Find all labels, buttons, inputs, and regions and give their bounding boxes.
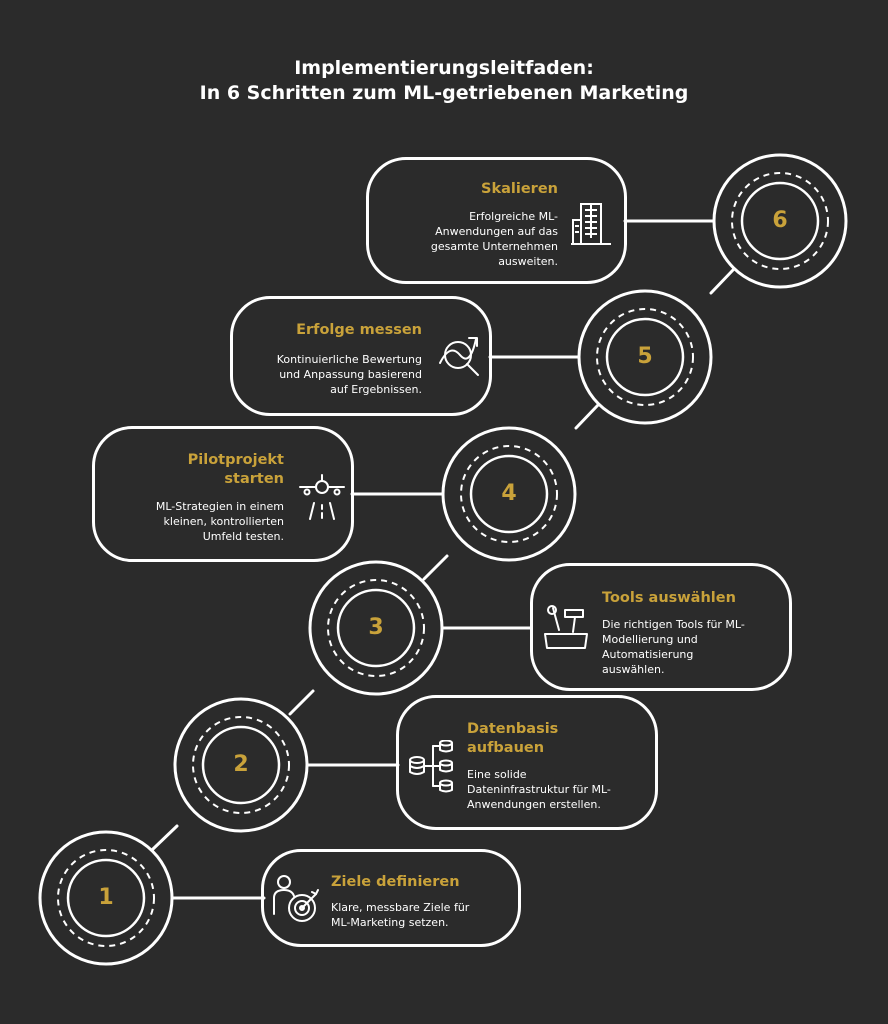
connector-3-4 bbox=[424, 556, 447, 579]
step-6-desc-line: ausweiten. bbox=[498, 255, 558, 268]
building-icon bbox=[571, 198, 611, 248]
step-title-5: Erfolge messen bbox=[296, 322, 422, 338]
step-5-desc-line: auf Ergebnissen. bbox=[330, 383, 422, 396]
airplane-landing-icon bbox=[298, 473, 346, 521]
step-title-1: Ziele definieren bbox=[331, 874, 460, 890]
step-4-desc-line: Umfeld testen. bbox=[202, 530, 284, 543]
step-number-6: 6 bbox=[772, 208, 788, 233]
step-description-1 bbox=[331, 900, 469, 930]
step-description-6 bbox=[431, 209, 558, 269]
title-line-1: Implementierungsleitfaden: bbox=[294, 57, 594, 79]
connector-4-5 bbox=[576, 405, 598, 428]
step-card-6 bbox=[366, 157, 627, 284]
step-4-title-line: starten bbox=[224, 471, 284, 487]
step-number-2: 2 bbox=[233, 752, 249, 777]
step-title-3: Tools auswählen bbox=[602, 590, 736, 606]
step-card-3 bbox=[530, 563, 792, 691]
step-card-2 bbox=[396, 695, 658, 830]
step-2-title-line: Datenbasis bbox=[467, 721, 559, 737]
step-5-desc-line: und Anpassung basierend bbox=[279, 368, 422, 381]
step-2-desc-line: Dateninfrastruktur für ML- bbox=[467, 783, 611, 796]
step-title-6: Skalieren bbox=[481, 181, 558, 197]
step-card-5 bbox=[230, 296, 492, 416]
connector-2-3 bbox=[290, 691, 313, 714]
step-card-4 bbox=[92, 426, 354, 562]
analytics-magnifier-icon bbox=[436, 333, 482, 379]
step-description-3 bbox=[602, 617, 745, 677]
step-description-4 bbox=[156, 499, 284, 544]
step-3-desc-line: Modellierung und bbox=[602, 633, 698, 646]
step-description-2 bbox=[467, 767, 611, 812]
database-network-icon bbox=[407, 740, 457, 794]
connector-5-6 bbox=[711, 270, 733, 293]
step-1-desc-line: ML-Marketing setzen. bbox=[331, 916, 449, 929]
step-3-desc-line: auswählen. bbox=[602, 663, 665, 676]
step-3-desc-line: Die richtigen Tools für ML- bbox=[602, 618, 745, 631]
step-card-1 bbox=[261, 849, 521, 947]
step-2-desc-line: Eine solide bbox=[467, 768, 527, 781]
step-6-desc-line: Anwendungen auf das bbox=[435, 225, 558, 238]
step-number-5: 5 bbox=[637, 344, 653, 369]
toolbox-icon bbox=[541, 604, 591, 652]
step-6-desc-line: gesamte Unternehmen bbox=[430, 240, 558, 253]
step-description-5 bbox=[277, 352, 422, 397]
step-2-desc-line: Anwendungen erstellen. bbox=[467, 798, 601, 811]
step-number-3: 3 bbox=[368, 615, 384, 640]
step-5-desc-line: Kontinuierliche Bewertung bbox=[276, 353, 422, 366]
title-line-2: In 6 Schritten zum ML-getriebenen Marketing bbox=[199, 82, 689, 104]
step-number-4: 4 bbox=[501, 481, 517, 506]
target-person-icon bbox=[272, 874, 322, 926]
step-number-1: 1 bbox=[98, 885, 114, 910]
step-title-2 bbox=[467, 720, 558, 758]
step-title-4 bbox=[188, 451, 284, 489]
step-4-desc-line: ML-Strategien in einem bbox=[155, 500, 284, 513]
step-1-desc-line: Klare, messbare Ziele für bbox=[331, 901, 470, 914]
step-6-desc-line: Erfolgreiche ML- bbox=[469, 210, 558, 223]
connector-1-2 bbox=[153, 826, 177, 849]
step-4-title-line: Pilotprojekt bbox=[187, 452, 284, 468]
step-3-desc-line: Automatisierung bbox=[602, 648, 694, 661]
step-2-title-line: aufbauen bbox=[467, 740, 545, 756]
step-4-desc-line: kleinen, kontrollierten bbox=[163, 515, 284, 528]
